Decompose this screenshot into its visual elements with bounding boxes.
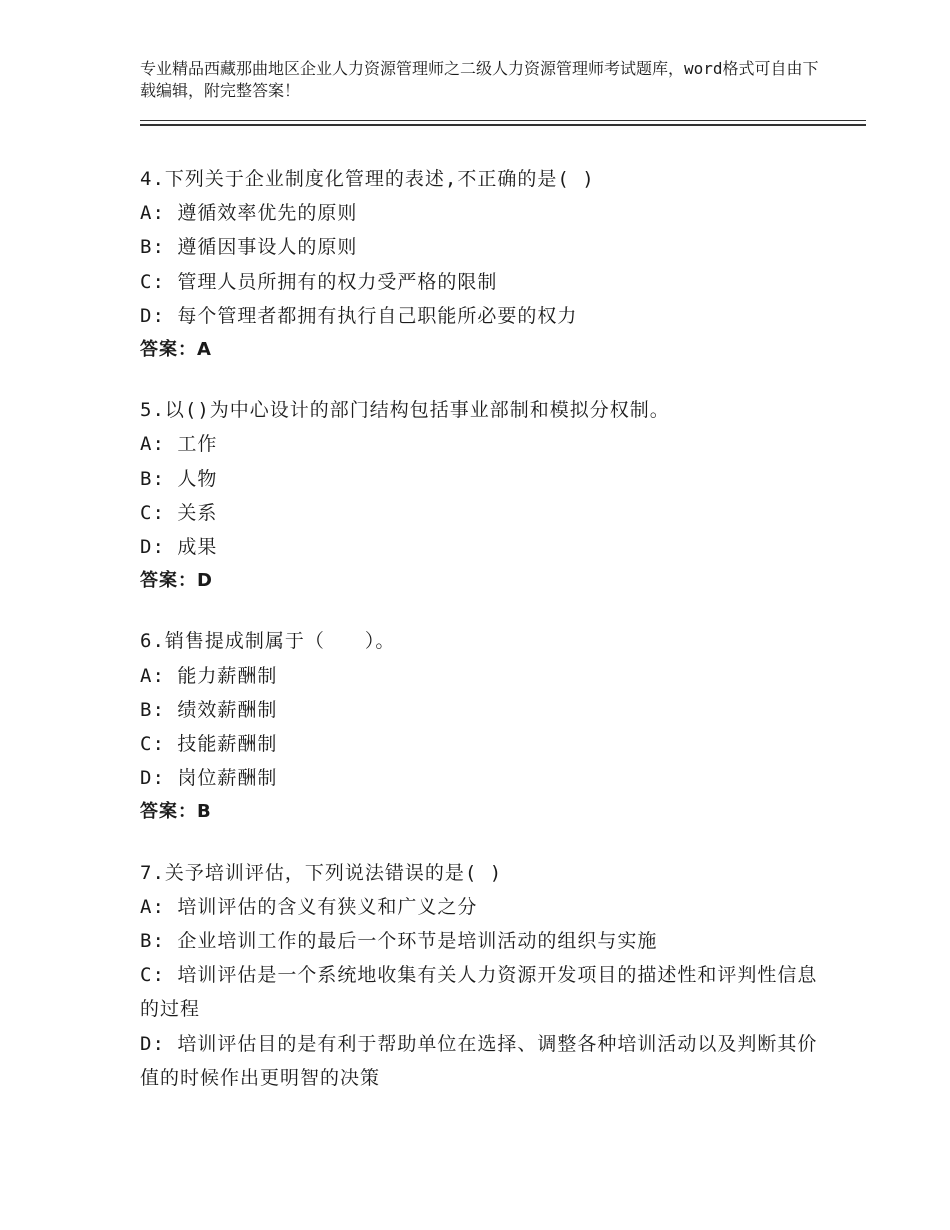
option-c: C: 技能薪酬制 [140, 733, 278, 756]
option-a: A: 能力薪酬制 [140, 664, 278, 687]
answer-line: 答案：D [140, 570, 213, 592]
option-c: C: 培训评估是一个系统地收集有关人力资源开发项目的描述性和评判性信息的过程 [140, 964, 818, 1021]
option-a: A: 工作 [140, 433, 218, 456]
option-b: B: 人物 [140, 467, 218, 490]
option-b: B: 企业培训工作的最后一个环节是培训活动的组织与实施 [140, 930, 658, 953]
option-d: D: 成果 [140, 536, 218, 559]
option-d: D: 培训评估目的是有利于帮助单位在选择、调整各种培训活动以及判断其价值的时候作出更明智的决策 [140, 1032, 818, 1089]
question-stem: 7.关予培训评估，下列说法错误的是( ) [140, 861, 503, 884]
option-c: C: 关系 [140, 501, 218, 524]
answer-line: 答案：B [140, 801, 212, 823]
option-d: D: 岗位薪酬制 [140, 767, 278, 790]
question-list [140, 162, 830, 1121]
option-d: D: 每个管理者都拥有执行自己职能所必要的权力 [140, 304, 578, 327]
option-c: C: 管理人员所拥有的权力受严格的限制 [140, 270, 498, 293]
question-7 [140, 856, 830, 1095]
question-5 [140, 393, 830, 598]
option-b: B: 绩效薪酬制 [140, 698, 278, 721]
answer-line: 答案：A [140, 339, 212, 361]
question-4 [140, 162, 830, 367]
question-stem: 6.销售提成制属于（ ）。 [140, 630, 396, 653]
question-stem: 4.下列关于企业制度化管理的表述,不正确的是( ) [140, 168, 595, 190]
question-stem: 5.以()为中心设计的部门结构包括事业部制和模拟分权制。 [140, 399, 670, 422]
question-6 [140, 624, 830, 829]
option-a: A: 培训评估的含义有狭义和广义之分 [140, 895, 478, 918]
header-double-rule [140, 120, 866, 126]
option-a: A: 遵循效率优先的原则 [140, 202, 358, 225]
option-b: B: 遵循因事设人的原则 [140, 236, 358, 259]
document-header: 专业精品西藏那曲地区企业人力资源管理师之二级人力资源管理师考试题库，word格式可自由下载编辑，附完整答案！ [140, 59, 819, 100]
